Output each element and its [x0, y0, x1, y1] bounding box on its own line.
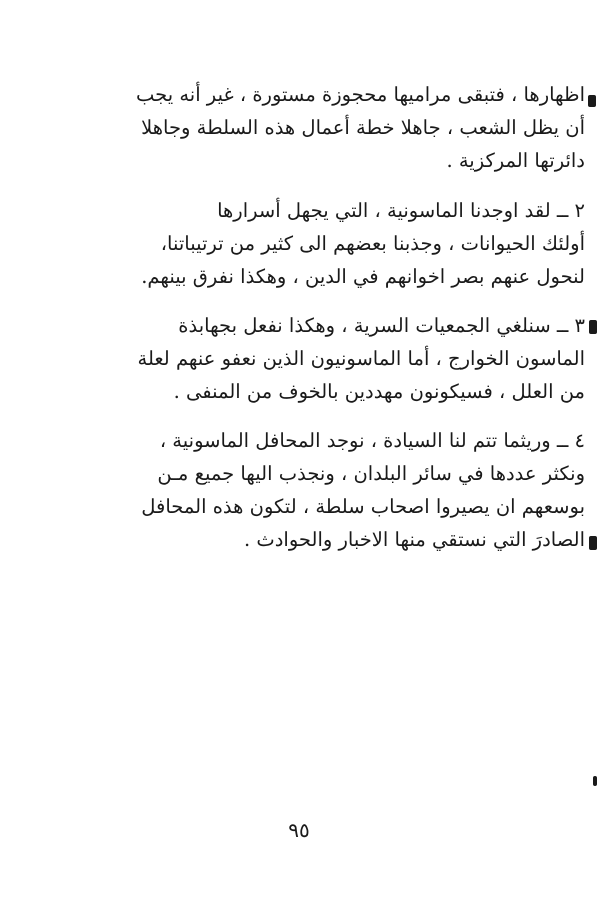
- scan-edge-mark: [589, 320, 597, 334]
- text-line: من العلل ، فسيكونون مهددين بالخوف من المنفى .: [173, 380, 585, 403]
- text-line: دائرتها المركزية .: [446, 149, 585, 172]
- scan-edge-mark: [593, 776, 597, 786]
- paragraph-4: [120, 424, 585, 556]
- text-line: أولئك الحيوانات ، وجذبنا بعضهم الى كثير من ترتيباتنا،: [160, 232, 585, 255]
- text-line: الماسون الخوارج ، أما الماسونيون الذين نعفو عنهم لعلة: [137, 347, 585, 370]
- scan-edge-mark: [588, 95, 596, 107]
- scan-edge-mark: [589, 536, 597, 550]
- paragraph-3: [120, 309, 585, 408]
- text-line: أن يظل الشعب ، جاهلا خطة أعمال هذه السلطة وجاهلا: [141, 116, 585, 139]
- text-line: ٣ ــ سنلغي الجمعيات السرية ، وهكذا نفعل بجهابذة: [178, 314, 585, 337]
- text-line: بوسعهم ان يصيروا اصحاب سلطة ، لتكون هذه المحافل: [141, 495, 585, 518]
- paragraph-2: [120, 194, 585, 293]
- text-line: ونكثر عددها في سائر البلدان ، ونجذب اليها جميع مـن: [157, 462, 585, 485]
- text-line: لنحول عنهم بصر اخوانهم في الدين ، وهكذا نفرق بينهم.: [141, 265, 585, 288]
- text-line: الصادرَ التي نستقي منها الاخبار والحوادث .: [243, 528, 585, 551]
- text-line: ٤ ــ وريثما تتم لنا السيادة ، نوجد المحافل الماسونية ،: [159, 429, 585, 452]
- text-line: ٢ ــ لقد اوجدنا الماسونية ، التي يجهل أسرارها: [217, 199, 585, 222]
- text-line: اظهارها ، فتبقى مراميها محجوزة مستورة ، غير أنه يجب: [135, 83, 585, 106]
- paragraph-1: [120, 78, 585, 177]
- page-number: ٩٥: [288, 818, 310, 842]
